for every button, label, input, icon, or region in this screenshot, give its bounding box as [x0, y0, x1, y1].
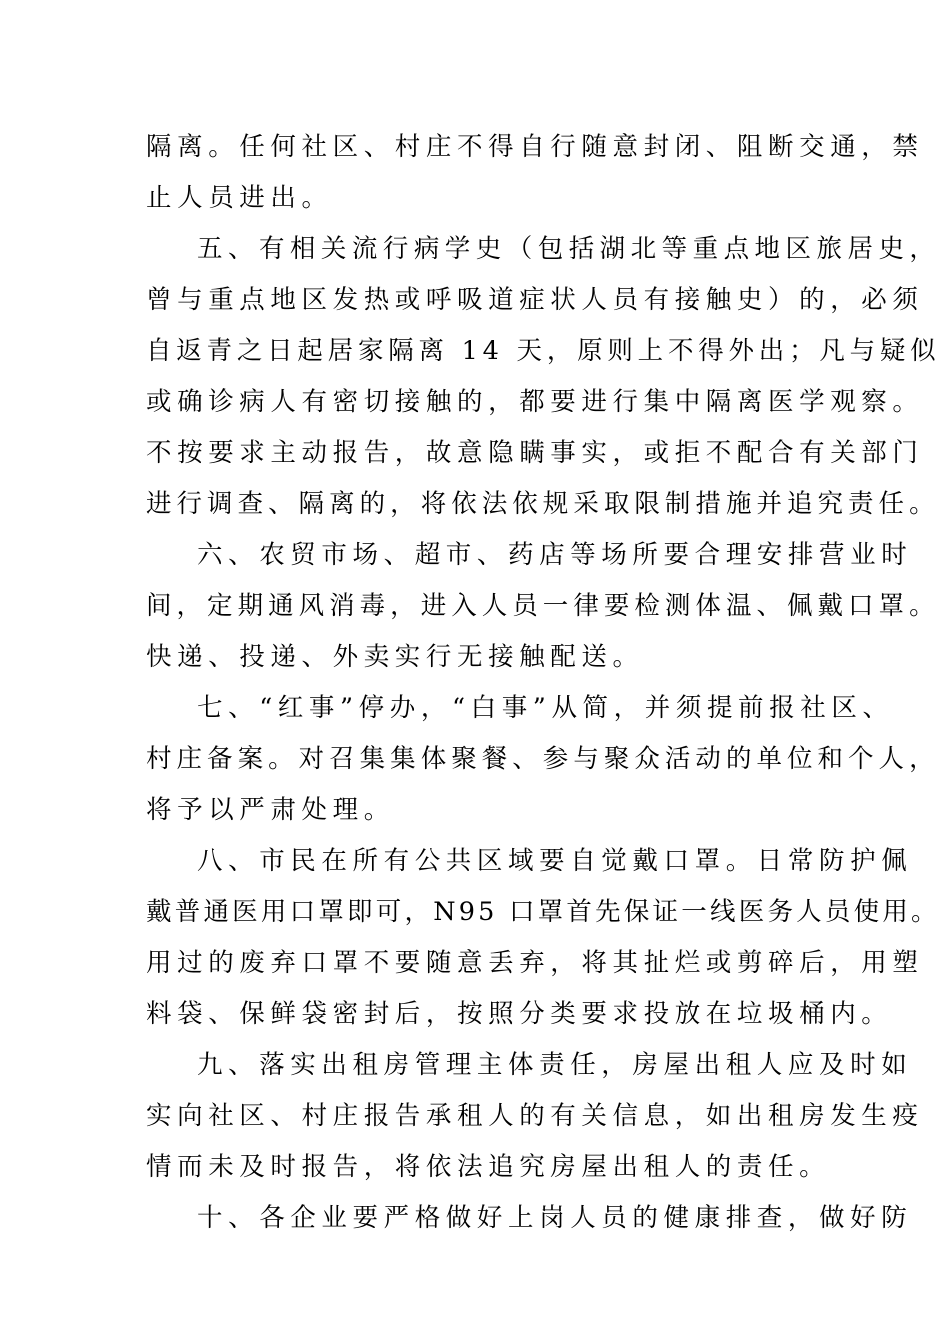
text-line: 曾与重点地区发热或呼吸道症状人员有接触史）的，必须: [146, 285, 924, 315]
text-line: 自返青之日起居家隔离 14 天，原则上不得外出；凡与疑似: [146, 336, 941, 366]
paragraph-8-start: 八、市民在所有公共区域要自觉戴口罩。日常防护佩: [197, 846, 913, 876]
text-line: 间，定期通风消毒，进入人员一律要检测体温、佩戴口罩。: [146, 591, 940, 621]
paragraph-6-start: 六、农贸市场、超市、药店等场所要合理安排营业时: [197, 540, 913, 570]
text-line: 进行调查、隔离的，将依法依规采取限制措施并追究责任。: [146, 489, 940, 519]
text-line: 戴普通医用口罩即可，N95 口罩首先保证一线医务人员使用。: [146, 897, 940, 927]
paragraph-7-start: 七、“红事”停办，“白事”从简，并须提前报社区、: [197, 693, 894, 723]
paragraph-5-start: 五、有相关流行病学史（包括湖北等重点地区旅居史，: [197, 234, 941, 264]
text-line: 或确诊病人有密切接触的，都要进行集中隔离医学观察。: [146, 387, 924, 417]
text-line: 不按要求主动报告，故意隐瞒事实，或拒不配合有关部门: [146, 438, 924, 468]
paragraph-10-start: 十、各企业要严格做好上岗人员的健康排查，做好防: [197, 1203, 913, 1233]
text-line: 快递、投递、外卖实行无接触配送。: [146, 642, 644, 672]
text-line: 情而未及时报告，将依法追究房屋出租人的责任。: [146, 1152, 831, 1182]
paragraph-9-start: 九、落实出租房管理主体责任，房屋出租人应及时如: [197, 1050, 913, 1080]
text-line: 隔离。任何社区、村庄不得自行随意封闭、阻断交通，禁: [146, 132, 924, 162]
text-line: 止人员进出。: [146, 183, 333, 213]
text-line: 村庄备案。对召集集体聚餐、参与聚众活动的单位和个人，: [146, 744, 940, 774]
text-line: 料袋、保鲜袋密封后，按照分类要求投放在垃圾桶内。: [146, 999, 893, 1029]
text-line: 将予以严肃处理。: [146, 795, 395, 825]
text-line: 实向社区、村庄报告承租人的有关信息，如出租房发生疫: [146, 1101, 924, 1131]
text-line: 用过的废弃口罩不要随意丢弃，将其扯烂或剪碎后，用塑: [146, 948, 924, 978]
